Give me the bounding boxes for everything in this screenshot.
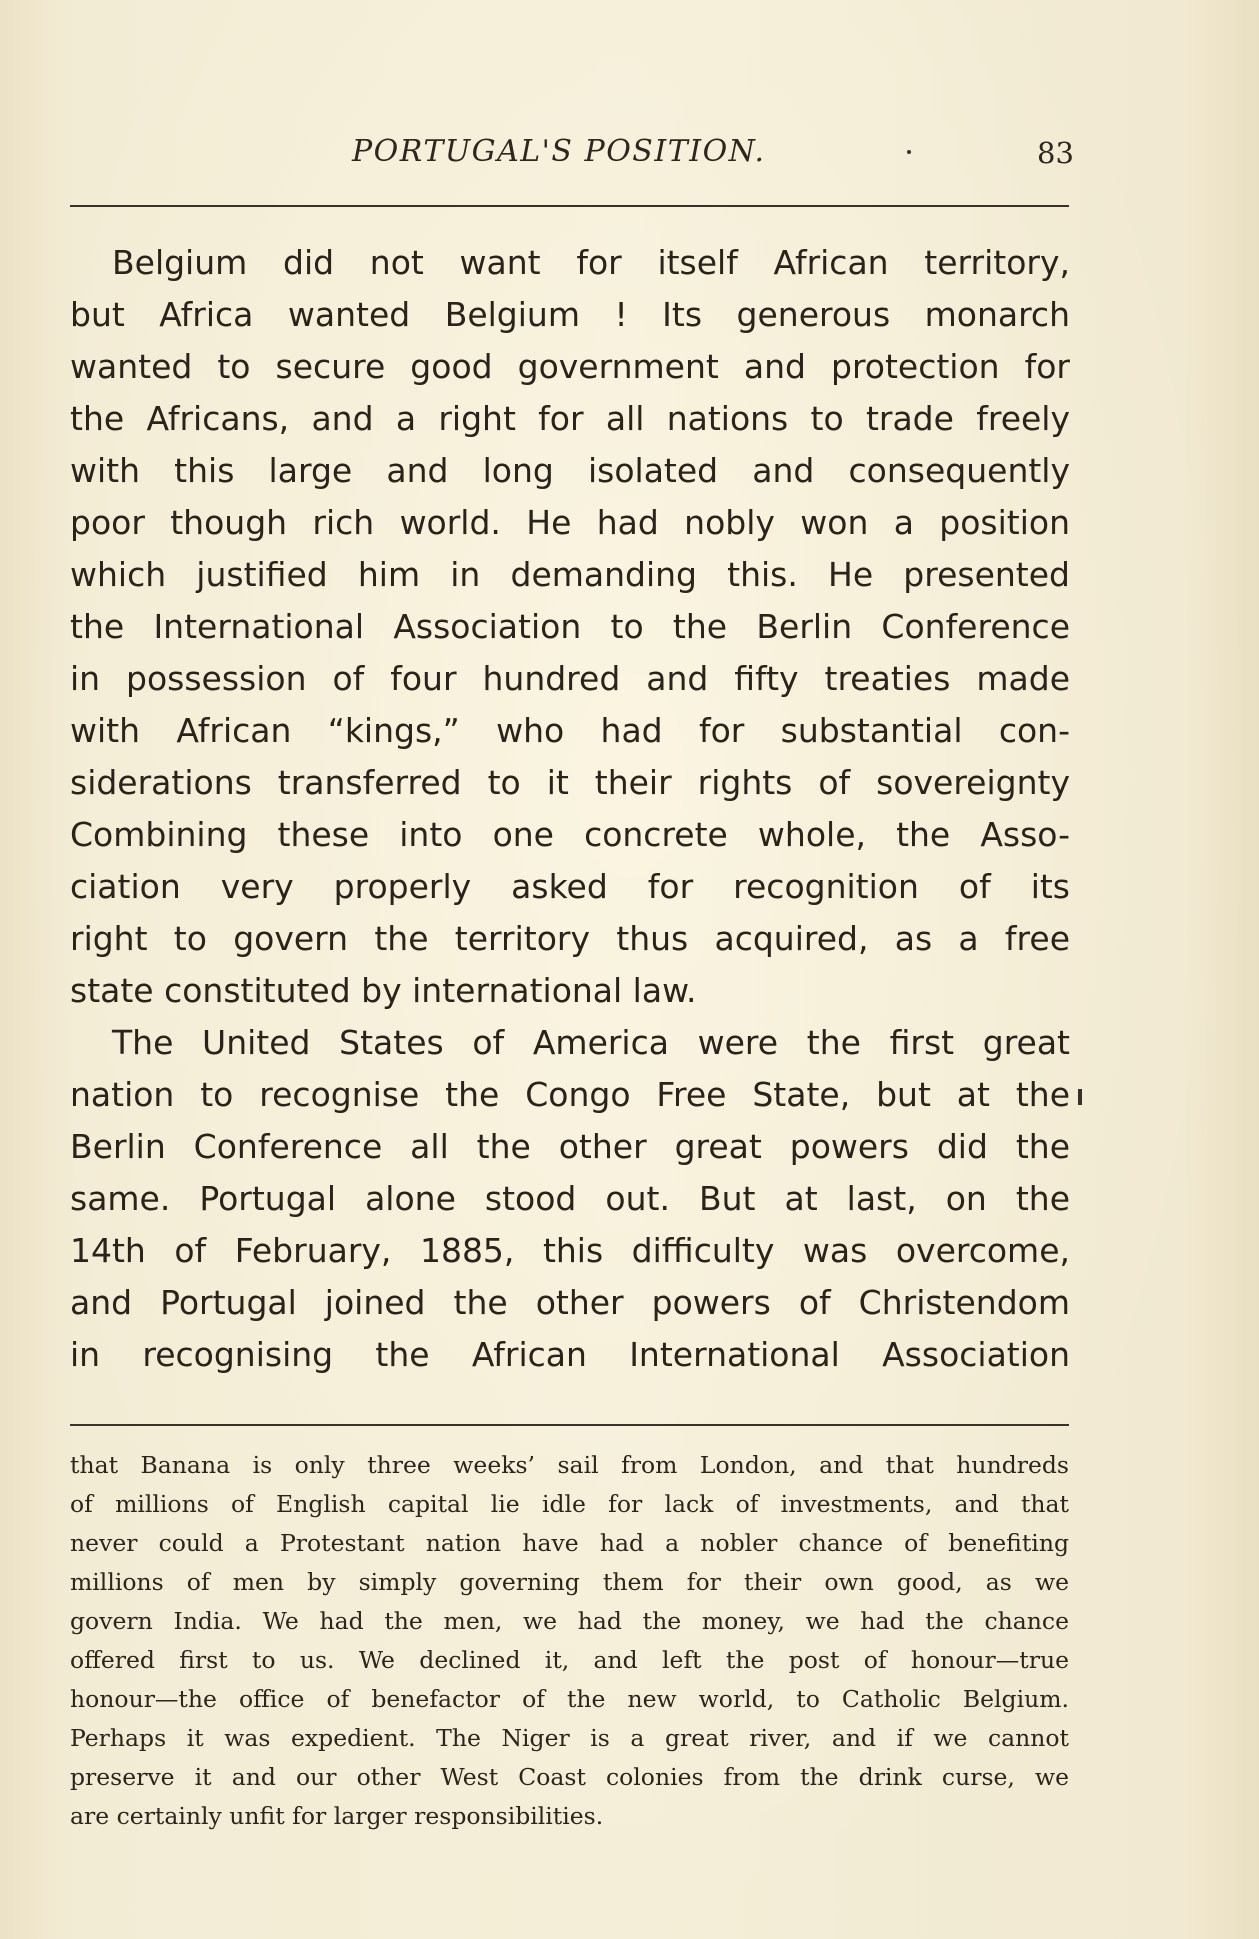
body-line: wanted to secure good government and protection for	[70, 347, 1070, 386]
body-line: right to govern the territory thus acquired, as a free	[70, 919, 1070, 958]
footnote-rule	[70, 1424, 1069, 1426]
body-line: with African “kings,” who had for substantial con-	[70, 711, 1070, 750]
footnote-line: that Banana is only three weeks’ sail from London, and that hundreds	[70, 1451, 1069, 1479]
body-line: 14th of February, 1885, this difficulty was overcome,	[70, 1231, 1070, 1270]
footnote-line: govern India. We had the men, we had the money, we had the chance	[70, 1607, 1069, 1635]
footnote-line: millions of men by simply governing them for their own good, as we	[70, 1568, 1069, 1596]
body-line: in recognising the African International Association	[70, 1335, 1070, 1374]
body-line: Belgium did not want for itself African territory,	[112, 243, 1070, 282]
footnote-line: of millions of English capital lie idle for lack of investments, and that	[70, 1490, 1069, 1518]
footnote-line: preserve it and our other West Coast colonies from the drink curse, we	[70, 1763, 1069, 1791]
header-rule	[70, 205, 1069, 207]
body-line: with this large and long isolated and consequently	[70, 451, 1070, 490]
running-title: PORTUGAL'S POSITION.	[352, 134, 766, 169]
footnote-line: honour—the office of benefactor of the new world, to Catholic Belgium.	[70, 1685, 1069, 1713]
body-line: poor though rich world. He had nobly won a position	[70, 503, 1070, 542]
footnote-line: offered first to us. We declined it, and left the post of honour—true	[70, 1646, 1069, 1674]
footnote-line: are certainly unfit for larger responsibilities.	[70, 1802, 604, 1830]
body-line: but Africa wanted Belgium ! Its generous monarch	[70, 295, 1070, 334]
page-number: 83	[1037, 136, 1074, 170]
body-line: same. Portugal alone stood out. But at last, on the	[70, 1179, 1070, 1218]
body-line: in possession of four hundred and fifty treaties made	[70, 659, 1070, 698]
body-line: The United States of America were the first great	[112, 1023, 1070, 1062]
body-line: nation to recognise the Congo Free State, but at the	[70, 1075, 1070, 1114]
footnote-line: never could a Protestant nation have had a nobler chance of benefiting	[70, 1529, 1069, 1557]
footnote	[70, 1446, 1069, 1836]
body-line: Berlin Conference all the other great powers did the	[70, 1127, 1070, 1166]
body-line: state constituted by international law.	[70, 971, 697, 1010]
footnote-line: Perhaps it was expedient. The Niger is a great river, and if we cannot	[70, 1724, 1069, 1752]
margin-mark	[1078, 1089, 1082, 1105]
body-line: which justified him in demanding this. He presented	[70, 555, 1070, 594]
body-line: ciation very properly asked for recognition of its	[70, 867, 1070, 906]
body-line: siderations transferred to it their rights of sovereignty	[70, 763, 1070, 802]
body-text	[70, 237, 1070, 1381]
header-dot-mark	[907, 150, 911, 154]
body-line: the International Association to the Berlin Conference	[70, 607, 1070, 646]
body-line: and Portugal joined the other powers of Christendom	[70, 1283, 1070, 1322]
body-line: the Africans, and a right for all nations to trade freely	[70, 399, 1070, 438]
running-head	[70, 134, 1074, 184]
body-line: Combining these into one concrete whole, the Asso-	[70, 815, 1070, 854]
